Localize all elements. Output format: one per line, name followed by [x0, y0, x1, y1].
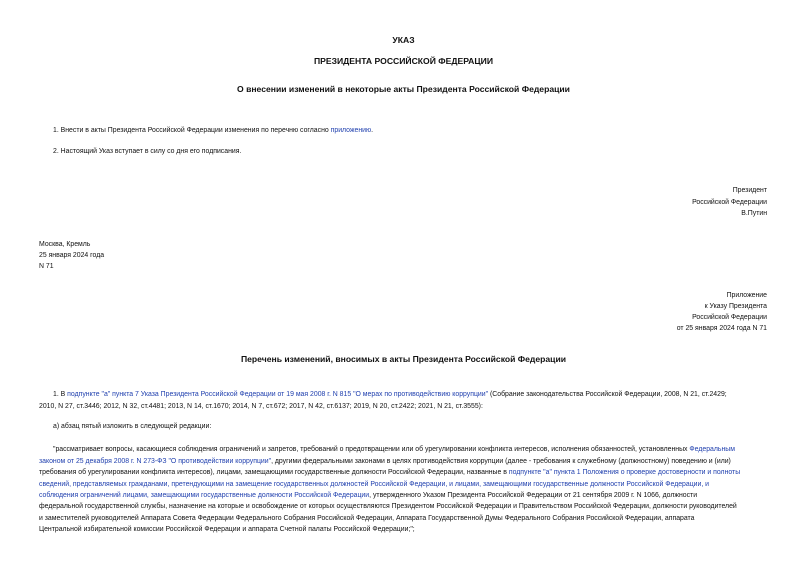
section-1-num: 1. В [53, 391, 68, 398]
section-1-line-1 [53, 391, 727, 398]
signature-title: Президент [732, 187, 767, 194]
quote-line-8: Центральной избирательной комиссии Российской Федерации и аппарата Счетной палаты Российской Федерации;"; [39, 526, 415, 533]
section-1-line-2: 2010, N 27, ст.3446; 2012, N 32, ст.4481; 2013, N 14, ст.1670; 2014, N 7, ст.672; 2017, N 42, ст.6137; 2019, N 20, ст.2422; 2021, N 21, ст.3555): [39, 403, 483, 410]
section-1-rest: (Собрание законодательства Российской Федерации, 2008, N 21, ст.2429; [488, 391, 727, 398]
signature-org: Российской Федерации [692, 199, 767, 206]
quote-line-4 [39, 479, 709, 491]
federal-law-link-2[interactable]: законом от 25 декабря 2008 г. N 273-ФЗ "О противодействии коррупции" [39, 458, 272, 465]
quote-line-6: федеральной государственной службы, назначение на которые и освобождение от которых осуществляются Президентом Российской Федерации и Правительством Российской Федерации, должности руководителей [39, 503, 737, 510]
appendix-link[interactable]: приложению [330, 127, 372, 134]
decree-815-link[interactable]: подпункте "а" пункта 7 Указа Президента Российской Федерации от 19 мая 2008 г. N 815 "О мерах по противодействию коррупции" [67, 391, 489, 398]
regulation-link-3[interactable]: соблюдения ограничений лицами, замещающими государственные должности Российской Федерации [39, 492, 370, 499]
list-title: Перечень изменений, вносимых в акты Президента Российской Федерации [240, 354, 567, 364]
appendix-org: Российской Федерации [692, 314, 767, 321]
decree-number: N 71 [39, 263, 54, 270]
federal-law-link-1[interactable]: Федеральным [689, 446, 735, 453]
doc-title: О внесении изменений в некоторые акты Президента Российской Федерации [237, 84, 570, 94]
signature-name: В.Путин [741, 210, 767, 217]
item-1-end: . [371, 127, 374, 134]
place: Москва, Кремль [39, 241, 91, 248]
quote-text-3: требования об урегулировании конфликта интересов), лицами, замещающими государственные должности Российской Федерации, названные в [39, 469, 509, 476]
item-1 [53, 127, 373, 134]
subpoint-a: а) абзац пятый изложить в следующей редакции: [53, 423, 212, 430]
appendix-to: к Указу Президента [704, 303, 767, 310]
item-2: 2. Настоящий Указ вступает в силу со дня его подписания. [53, 148, 242, 155]
quote-text-1: "рассматривает вопросы, касающиеся соблюдения ограничений и запретов, требований о предотвращении или об урегулировании конфликта интересов, исполнения обязанностей, установленных [53, 446, 690, 453]
doc-type: УКАЗ [392, 35, 415, 45]
regulation-link-1[interactable]: подпункте "а" пункта 1 Положения о проверке достоверности и полноты [508, 469, 741, 476]
appendix-label: Приложение [726, 292, 767, 299]
quote-text-5: , утвержденного Указом Президента Российской Федерации от 21 сентября 2009 г. N 1066, должности [369, 492, 698, 499]
doc-issuer: ПРЕЗИДЕНТА РОССИЙСКОЙ ФЕДЕРАЦИИ [313, 56, 494, 66]
quote-line-3 [39, 467, 740, 479]
item-1-text: 1. Внести в акты Президента Российской Федерации изменения по перечню согласно [53, 127, 331, 134]
quote-line-1 [53, 444, 735, 456]
regulation-link-2[interactable]: сведений, представляемых гражданами, претендующими на замещение государственных должностей Российской Федерации, и лицами, замещающими государственные должности Российской Федерации, и [39, 481, 710, 488]
quote-text-2: , другими федеральными законами в целях противодействия коррупции (далее - требования к служебному (должностному) поведению и (или) [271, 458, 731, 465]
quote-line-2 [39, 456, 731, 468]
appendix-date: от 25 января 2024 года N 71 [676, 325, 767, 332]
quote-line-5 [39, 490, 697, 502]
date: 25 января 2024 года [39, 252, 105, 259]
quote-line-7: и заместителей руководителей Аппарата Совета Федерации Федерального Собрания Российской Федерации, Аппарата Государственной Думы Федерального Собрания Российской Федерации, аппарата [39, 515, 695, 522]
